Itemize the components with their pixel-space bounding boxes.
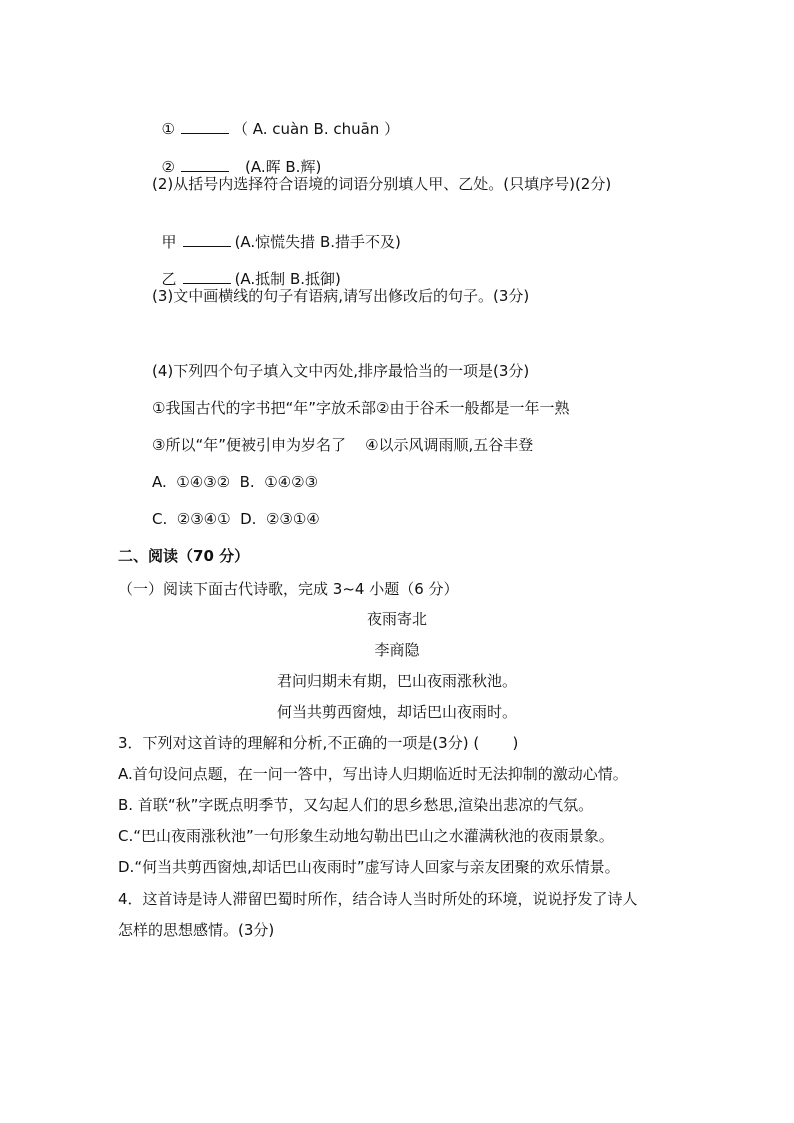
q1-item2-options: (A.晖 B.辉): [245, 158, 322, 176]
q2-jia: [152, 212, 401, 252]
q4-options-line2: C. ②③④① D. ②③①④: [152, 510, 320, 528]
q2-jia-options: (A.惊慌失措 B.措手不及): [234, 233, 401, 251]
q1-item1-marker: ①: [161, 120, 175, 138]
question3-option-d: D.“何当共剪西窗烛,却话巴山夜雨时”虚写诗人回家与亲友团聚的欢乐情景。: [118, 858, 620, 876]
q4-sentence-line1: ①我国古代的字书把“年”字放禾部②由于谷禾一般都是一年一熟: [152, 399, 570, 417]
poem-author: 李商隐: [374, 641, 420, 659]
poem-line1: 君问归期未有期，巴山夜雨涨秋池。: [276, 672, 517, 690]
question3-option-c: C.“巴山夜雨涨秋池”一句形象生动地勾勒出巴山之水灌满秋池的夜雨景象。: [118, 827, 614, 845]
question3-option-a: A.首句设问点题，在一问一答中，写出诗人归期临近时无法抑制的激动心情。: [118, 765, 628, 783]
q4-options-line1: A. ①④③② B. ①④②③: [152, 473, 319, 491]
question3-stem: 3．下列对这首诗的理解和分析,不正确的一项是(3分) ( ): [118, 734, 519, 752]
q1-item2-blank[interactable]: [181, 157, 229, 172]
section2-subheading: （一）阅读下面古代诗歌，完成 3~4 小题（6 分）: [118, 580, 459, 598]
poem-line2: 何当共剪西窗烛，却话巴山夜雨时。: [276, 703, 517, 721]
q4-prompt: (4)下列四个句子填入文中丙处,排序最恰当的一项是(3分): [152, 362, 530, 380]
q4-sentence-line2: ③所以“年”便被引申为岁名了 ④以示风调雨顺,五谷丰登: [152, 436, 534, 454]
q2-prompt: (2)从括号内选择符合语境的词语分别填人甲、乙处。(只填序号)(2分): [152, 175, 612, 193]
question3-option-b: B. 首联“秋”字既点明季节，又勾起人们的思乡愁思,渲染出悲凉的气氛。: [118, 796, 594, 814]
q1-item2-marker: ②: [161, 158, 175, 176]
q2-jia-marker: 甲: [161, 233, 177, 251]
q2-yi: [152, 249, 341, 289]
q2-yi-marker: 乙: [161, 270, 177, 288]
q1-item1: [152, 99, 399, 139]
q1-item2: [152, 137, 321, 177]
q1-item1-blank[interactable]: [181, 119, 229, 134]
q1-item1-options: （ A. cuàn B. chuān ）: [233, 120, 400, 138]
q3-prompt: (3)文中画横线的句子有语病,请写出修改后的句子。(3分): [152, 287, 530, 305]
q2-yi-blank[interactable]: [183, 269, 231, 284]
q2-yi-options: (A.抵制 B.抵御): [234, 270, 341, 288]
question4-stem-line1: 4．这首诗是诗人滞留巴蜀时所作，结合诗人当时所处的环境，说说抒发了诗人: [118, 890, 638, 908]
question4-stem-line2: 怎样的思想感情。(3分): [118, 921, 275, 939]
poem-title: 夜雨寄北: [366, 610, 427, 628]
section2-heading: 二、阅读（70 分）: [118, 547, 250, 565]
q2-jia-blank[interactable]: [183, 232, 231, 247]
